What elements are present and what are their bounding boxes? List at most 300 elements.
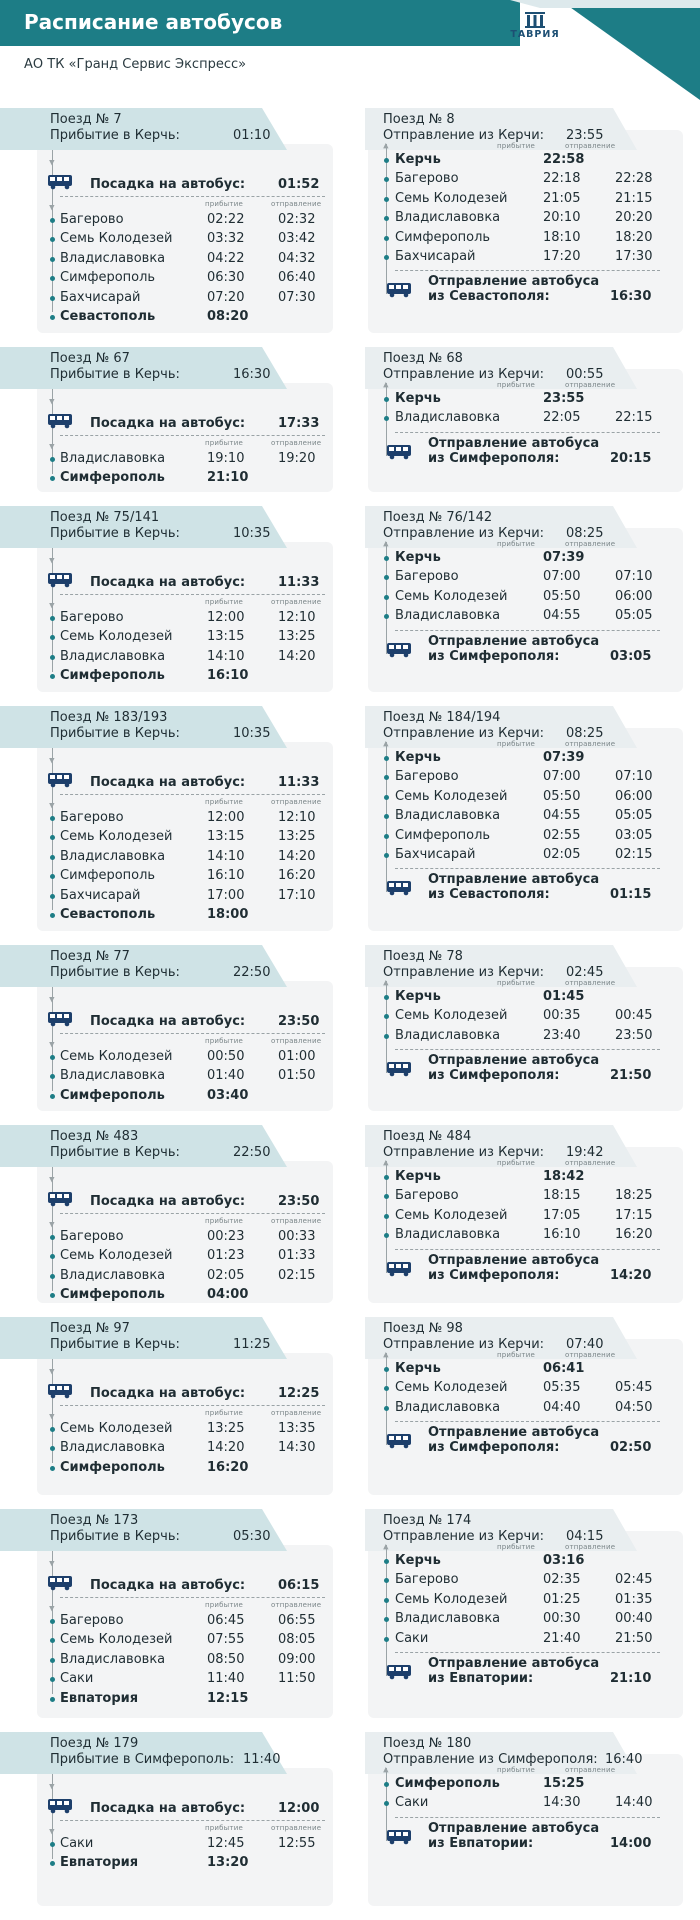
departure-header: отправление [565,1766,616,1774]
train-number: Поезд № 78 [383,949,463,964]
route-line [52,548,53,672]
up-arrow-icon: ▲ [383,1765,389,1774]
bus-icon [47,772,73,788]
stop-departure: 12:10 [278,610,316,625]
stop-arrival: 02:55 [543,827,581,843]
bus-icon [386,1433,412,1449]
stop-name: Семь Колодезей [395,1207,508,1223]
arrival-header: прибытие [205,798,243,806]
divider [395,1817,660,1818]
stop-arrival: 16:10 [207,868,245,884]
stop-dot [50,218,55,223]
logo-columns-icon [525,12,545,28]
stop-arrival: 11:40 [207,1671,245,1687]
stop-dot [384,1214,389,1219]
train-time-line [50,1752,281,1767]
stop-name: Симферополь [60,868,156,884]
train-time-line [383,367,604,382]
stop-arrival: 18:15 [543,1188,581,1204]
arrival-header: прибытие [497,1351,535,1359]
divider [60,1597,325,1598]
arrival-header: прибытие [205,1217,243,1225]
boarding-row [90,775,320,790]
outbound-column [0,108,350,347]
stop-name: Саки [395,1630,429,1646]
bus-departure-line1: Отправление автобуса [428,633,600,649]
route-line [386,1545,387,1676]
stop-name: Багерово [60,810,124,825]
bus-icon [47,1011,73,1027]
stop-name: Владиславовка [395,410,501,426]
train-number: Поезд № 179 [50,1736,139,1751]
stop-name: Керчь [395,1553,441,1568]
return-column [350,108,700,347]
departure-header: отправление [271,1037,322,1045]
down-arrow-icon: ▼ [49,995,55,1004]
down-arrow-icon: ▼ [49,601,55,610]
stop-departure: 14:20 [278,848,316,864]
stop-name: Владиславовка [60,648,166,664]
stop-name: Багерово [60,212,124,227]
stop-departure: 01:50 [278,1068,316,1084]
train-time-line [50,965,271,980]
stop-name: Владиславовка [395,1027,501,1043]
stop-dot [50,655,55,660]
stop-name: Симферополь [60,1087,165,1103]
stop-name: Саки [60,1836,94,1851]
bus-departure-line2: из Евпатории: [428,1835,534,1851]
train-number: Поезд № 7 [50,112,122,127]
stop-name: Керчь [395,1361,441,1376]
stop-name: Симферополь [60,470,165,486]
stop-departure: 21:50 [615,1630,653,1646]
stop-name: Владиславовка [395,808,501,824]
stop-arrival: 01:25 [543,1591,581,1607]
stop-arrival: 06:41 [543,1361,585,1376]
stop-arrival: 13:15 [207,829,245,845]
train-time: 05:30 [233,1529,271,1544]
bus-departure-label [428,436,599,466]
stop-departure: 05:05 [615,808,653,824]
divider [395,1421,660,1422]
train-number: Поезд № 180 [383,1736,472,1751]
boarding-row [90,1194,320,1209]
down-arrow-icon: ▼ [49,1827,55,1836]
stop-name: Симферополь [60,1459,165,1475]
departure-header: отправление [565,979,616,987]
bus-departure-label [428,872,599,902]
stop-arrival: 21:05 [543,190,581,206]
train-number: Поезд № 76/142 [383,510,493,525]
train-time: 23:55 [566,128,604,143]
outbound-column [0,706,350,945]
stop-arrival: 22:05 [543,410,581,426]
stop-departure: 18:20 [615,229,653,245]
arrival-header: прибытие [205,200,243,208]
train-time: 11:25 [233,1337,271,1352]
stop-arrival: 06:30 [207,270,245,286]
divider [60,435,325,436]
stop-departure: 00:45 [615,1008,653,1024]
train-time-label: Отправление из Керчи: [383,526,545,541]
stop-arrival: 14:30 [543,1795,581,1811]
bus-departure-line1: Отправление автобуса [428,435,600,451]
stop-arrival: 18:00 [207,907,249,922]
return-column [350,1317,700,1509]
train-time-line [50,367,271,382]
stop-departure: 14:40 [615,1795,653,1811]
schedule-section [0,347,700,506]
stop-dot [384,1034,389,1039]
stop-name: Евпатория [60,1855,139,1871]
stop-dot [50,816,55,821]
boarding-label: Посадка на автобус: [90,1578,246,1593]
departure-header: отправление [271,798,322,806]
bus-departure-label [428,1425,599,1455]
train-time-line [50,1529,271,1544]
up-arrow-icon: ▲ [383,380,389,389]
arrival-header: прибытие [497,1543,535,1551]
stop-dot [50,1427,55,1432]
stop-name: Севастополь [60,309,156,324]
divider [395,1249,660,1250]
stop-departure: 22:28 [615,171,653,187]
departure-header: отправление [565,142,616,150]
bus-icon [47,413,73,429]
return-column [350,1509,700,1732]
schedule-section [0,1125,700,1317]
train-time-label: Прибытие в Керчь: [50,965,180,980]
stop-name: Керчь [395,1169,441,1184]
boarding-row [90,1801,320,1816]
stop-departure: 06:00 [615,588,653,604]
up-arrow-icon: ▲ [383,978,389,987]
stop-departure: 01:35 [615,1591,653,1607]
stop-arrival: 12:45 [207,1836,245,1851]
boarding-time: 23:50 [278,1194,320,1209]
stop-name: Багерово [395,171,459,187]
stop-arrival: 12:00 [207,810,245,825]
bus-departure-line1: Отправление автобуса [428,872,600,888]
boarding-row [90,575,320,590]
divider [60,794,325,795]
stop-arrival: 21:40 [543,1630,581,1646]
stop-departure: 18:25 [615,1188,653,1204]
up-arrow-icon: ▲ [383,141,389,150]
bus-icon [47,572,73,588]
bus-departure-line2: из Севастополя: [428,289,550,305]
train-time-line [383,1337,604,1352]
boarding-time: 11:33 [278,575,320,590]
train-number: Поезд № 8 [383,112,455,127]
stop-name: Багерово [395,1188,459,1204]
stop-arrival: 22:18 [543,171,581,187]
stop-arrival: 07:55 [207,1632,245,1648]
divider [395,1049,660,1050]
stop-name: Багерово [395,769,459,785]
stop-arrival: 01:23 [207,1248,245,1264]
stop-departure: 17:30 [615,249,653,264]
divider [60,1820,325,1821]
train-time-line [383,1145,604,1160]
bus-departure-label [428,1053,599,1083]
stop-dot [384,795,389,800]
down-arrow-icon: ▼ [49,1559,55,1568]
boarding-time: 17:33 [278,416,320,431]
down-arrow-icon: ▼ [49,1220,55,1229]
stop-name: Семь Колодезей [60,629,173,645]
stop-departure: 22:15 [615,410,653,426]
stop-arrival: 05:35 [543,1380,581,1396]
stop-departure: 20:20 [615,210,653,226]
stop-arrival: 17:05 [543,1207,581,1223]
arrival-header: прибытие [497,381,535,389]
route-line [52,1167,53,1291]
divider [60,594,325,595]
stop-name: Семь Колодезей [60,1421,173,1436]
arrival-header: прибытие [205,439,243,447]
stop-dot [384,1598,389,1603]
boarding-label: Посадка на автобус: [90,1014,246,1029]
stop-name: Багерово [395,569,459,585]
stop-name: Багерово [60,1229,124,1244]
boarding-label: Посадка на автобус: [90,416,246,431]
bus-departure-line1: Отправление автобуса [428,1053,600,1069]
arrival-header: прибытие [497,740,535,748]
bus-departure-line2: из Симферополя: [428,1267,560,1283]
stop-departure: 12:10 [278,810,316,825]
departure-header: отправление [565,1543,616,1551]
bus-departure-time: 03:05 [610,648,652,664]
company-logo [505,12,565,40]
stop-departure: 06:00 [615,788,653,804]
stop-arrival: 00:35 [543,1008,581,1024]
stop-name: Керчь [395,989,441,1004]
outbound-column [0,1732,350,1920]
stop-arrival: 07:00 [543,769,581,785]
boarding-label: Посадка на автобус: [90,1801,246,1816]
divider [60,196,325,197]
stop-dot [50,616,55,621]
stop-departure: 03:05 [615,827,653,843]
bus-departure-line1: Отправление автобуса [428,1656,600,1671]
schedule-section [0,945,700,1125]
divider [60,1213,325,1214]
stop-name: Бахчисарай [395,249,476,264]
bus-icon [386,1261,412,1277]
bus-icon [386,1829,412,1845]
stop-dot [50,296,55,301]
train-time-line [383,965,604,980]
stop-name: Евпатория [60,1690,139,1706]
bus-departure-line1: Отправление автобуса [428,1425,600,1441]
stop-departure: 16:20 [278,868,316,884]
stop-arrival: 08:20 [207,309,249,324]
stop-name: Владиславовка [60,1068,166,1084]
schedule-section [0,1732,700,1920]
boarding-row [90,1578,320,1593]
train-time-line [383,1529,604,1544]
stop-departure: 17:15 [615,1207,653,1223]
outbound-column [0,945,350,1125]
stop-dot [384,397,389,402]
stop-dot [50,315,55,320]
stop-arrival: 21:10 [207,470,249,486]
stop-arrival: 04:55 [543,608,581,624]
boarding-row [90,177,320,192]
down-arrow-icon: ▼ [49,556,55,565]
stop-dot [384,1637,389,1642]
bus-departure-line2: из Симферополя: [428,648,560,664]
schedule-section [0,1317,700,1509]
return-column [350,1125,700,1317]
stop-dot [50,913,55,918]
train-time-line [383,526,604,541]
bus-icon [47,1383,73,1399]
train-time: 08:25 [566,726,604,741]
down-arrow-icon: ▼ [49,1412,55,1421]
return-column [350,1732,700,1920]
schedule-section [0,1509,700,1732]
bus-icon [386,444,412,460]
stop-arrival: 04:22 [207,250,245,266]
stop-arrival: 23:40 [543,1027,581,1043]
stop-departure: 16:20 [615,1227,653,1243]
stop-name: Владиславовка [60,1267,166,1283]
outbound-column [0,1125,350,1317]
stop-arrival: 05:50 [543,588,581,604]
bus-departure-time: 21:50 [610,1068,652,1084]
divider [60,1033,325,1034]
stop-departure: 17:10 [278,887,316,903]
stop-name: Владиславовка [395,1611,501,1627]
stop-arrival: 04:55 [543,808,581,824]
return-column [350,945,700,1125]
bus-departure-time: 01:15 [610,887,652,903]
stop-arrival: 01:45 [543,989,585,1004]
stop-name: Саки [395,1795,429,1811]
train-time-line [50,1145,271,1160]
boarding-row [90,1386,320,1401]
boarding-row [90,416,320,431]
stop-departure: 00:40 [615,1611,653,1627]
boarding-time: 12:00 [278,1801,320,1816]
train-time: 16:40 [605,1752,643,1767]
stop-name: Семь Колодезей [395,1591,508,1607]
bus-departure-label [428,274,599,304]
bus-icon [386,1061,412,1077]
up-arrow-icon: ▲ [383,1158,389,1167]
stop-departure: 04:50 [615,1399,653,1415]
arrival-header: прибытие [205,1409,243,1417]
train-time-label: Отправление из Керчи: [383,1529,545,1544]
departure-header: отправление [271,1409,322,1417]
down-arrow-icon: ▼ [49,1782,55,1791]
stop-arrival: 23:55 [543,391,585,406]
train-time: 22:50 [233,1145,271,1160]
bus-departure-line1: Отправление автобуса [428,1820,600,1836]
stop-arrival: 06:45 [207,1613,245,1628]
stop-departure: 04:32 [278,250,316,266]
stop-name: Семь Колодезей [60,1248,173,1264]
down-arrow-icon: ▼ [49,801,55,810]
train-time: 22:50 [233,965,271,980]
bus-departure-label [428,634,599,664]
stop-name: Семь Колодезей [60,231,173,247]
stop-name: Саки [60,1671,94,1687]
up-arrow-icon: ▲ [383,539,389,548]
return-column [350,347,700,506]
stop-name: Владиславовка [60,1651,166,1667]
stop-dot [384,1367,389,1372]
boarding-row [90,1014,320,1029]
stop-arrival: 16:20 [207,1459,249,1475]
stop-name: Керчь [395,750,441,765]
stop-name: Симферополь [60,1287,165,1303]
stop-arrival: 18:10 [543,229,581,245]
stop-dot [384,556,389,561]
stop-name: Владиславовка [60,1440,166,1456]
bus-icon [47,1798,73,1814]
stop-departure: 02:32 [278,212,316,227]
stop-departure: 01:00 [278,1049,316,1064]
stop-arrival: 03:40 [207,1087,249,1103]
bus-icon [386,880,412,896]
page-subtitle: АО ТК «Гранд Сервис Экспресс» [24,57,247,72]
stop-departure: 13:25 [278,829,316,845]
arrival-header: прибытие [205,1824,243,1832]
arrival-header: прибытие [497,1766,535,1774]
down-arrow-icon: ▼ [49,203,55,212]
bus-departure-time: 16:30 [610,289,652,305]
stop-departure: 08:05 [278,1632,316,1648]
train-time: 11:40 [243,1752,281,1767]
return-column [350,706,700,945]
stop-name: Симферополь [60,270,156,286]
stop-dot [50,1619,55,1624]
stop-arrival: 07:39 [543,750,585,765]
down-arrow-icon: ▼ [49,397,55,406]
down-arrow-icon: ▼ [49,1604,55,1613]
train-time-label: Прибытие в Симферополь: [50,1752,235,1767]
train-time-line [50,726,271,741]
boarding-label: Посадка на автобус: [90,575,246,590]
train-time: 01:10 [233,128,271,143]
stop-departure: 06:55 [278,1613,316,1628]
return-column [350,506,700,706]
stop-arrival: 14:20 [207,1440,245,1456]
train-time-label: Прибытие в Керчь: [50,128,180,143]
stop-dot [384,595,389,600]
stop-arrival: 02:35 [543,1572,581,1588]
train-number: Поезд № 67 [50,351,130,366]
stop-name: Керчь [395,391,441,406]
stop-arrival: 03:32 [207,231,245,247]
bus-departure-line2: из Севастополя: [428,887,550,903]
train-time-label: Прибытие в Керчь: [50,1145,180,1160]
bus-icon [47,174,73,190]
stop-arrival: 14:10 [207,648,245,664]
divider [395,630,660,631]
stop-name: Семь Колодезей [395,190,508,206]
stop-name: Керчь [395,550,441,565]
train-time: 04:15 [566,1529,604,1544]
bus-icon [47,1575,73,1591]
outbound-column [0,347,350,506]
stop-dot [50,855,55,860]
bus-icon [386,1664,412,1680]
departure-header: отправление [565,740,616,748]
